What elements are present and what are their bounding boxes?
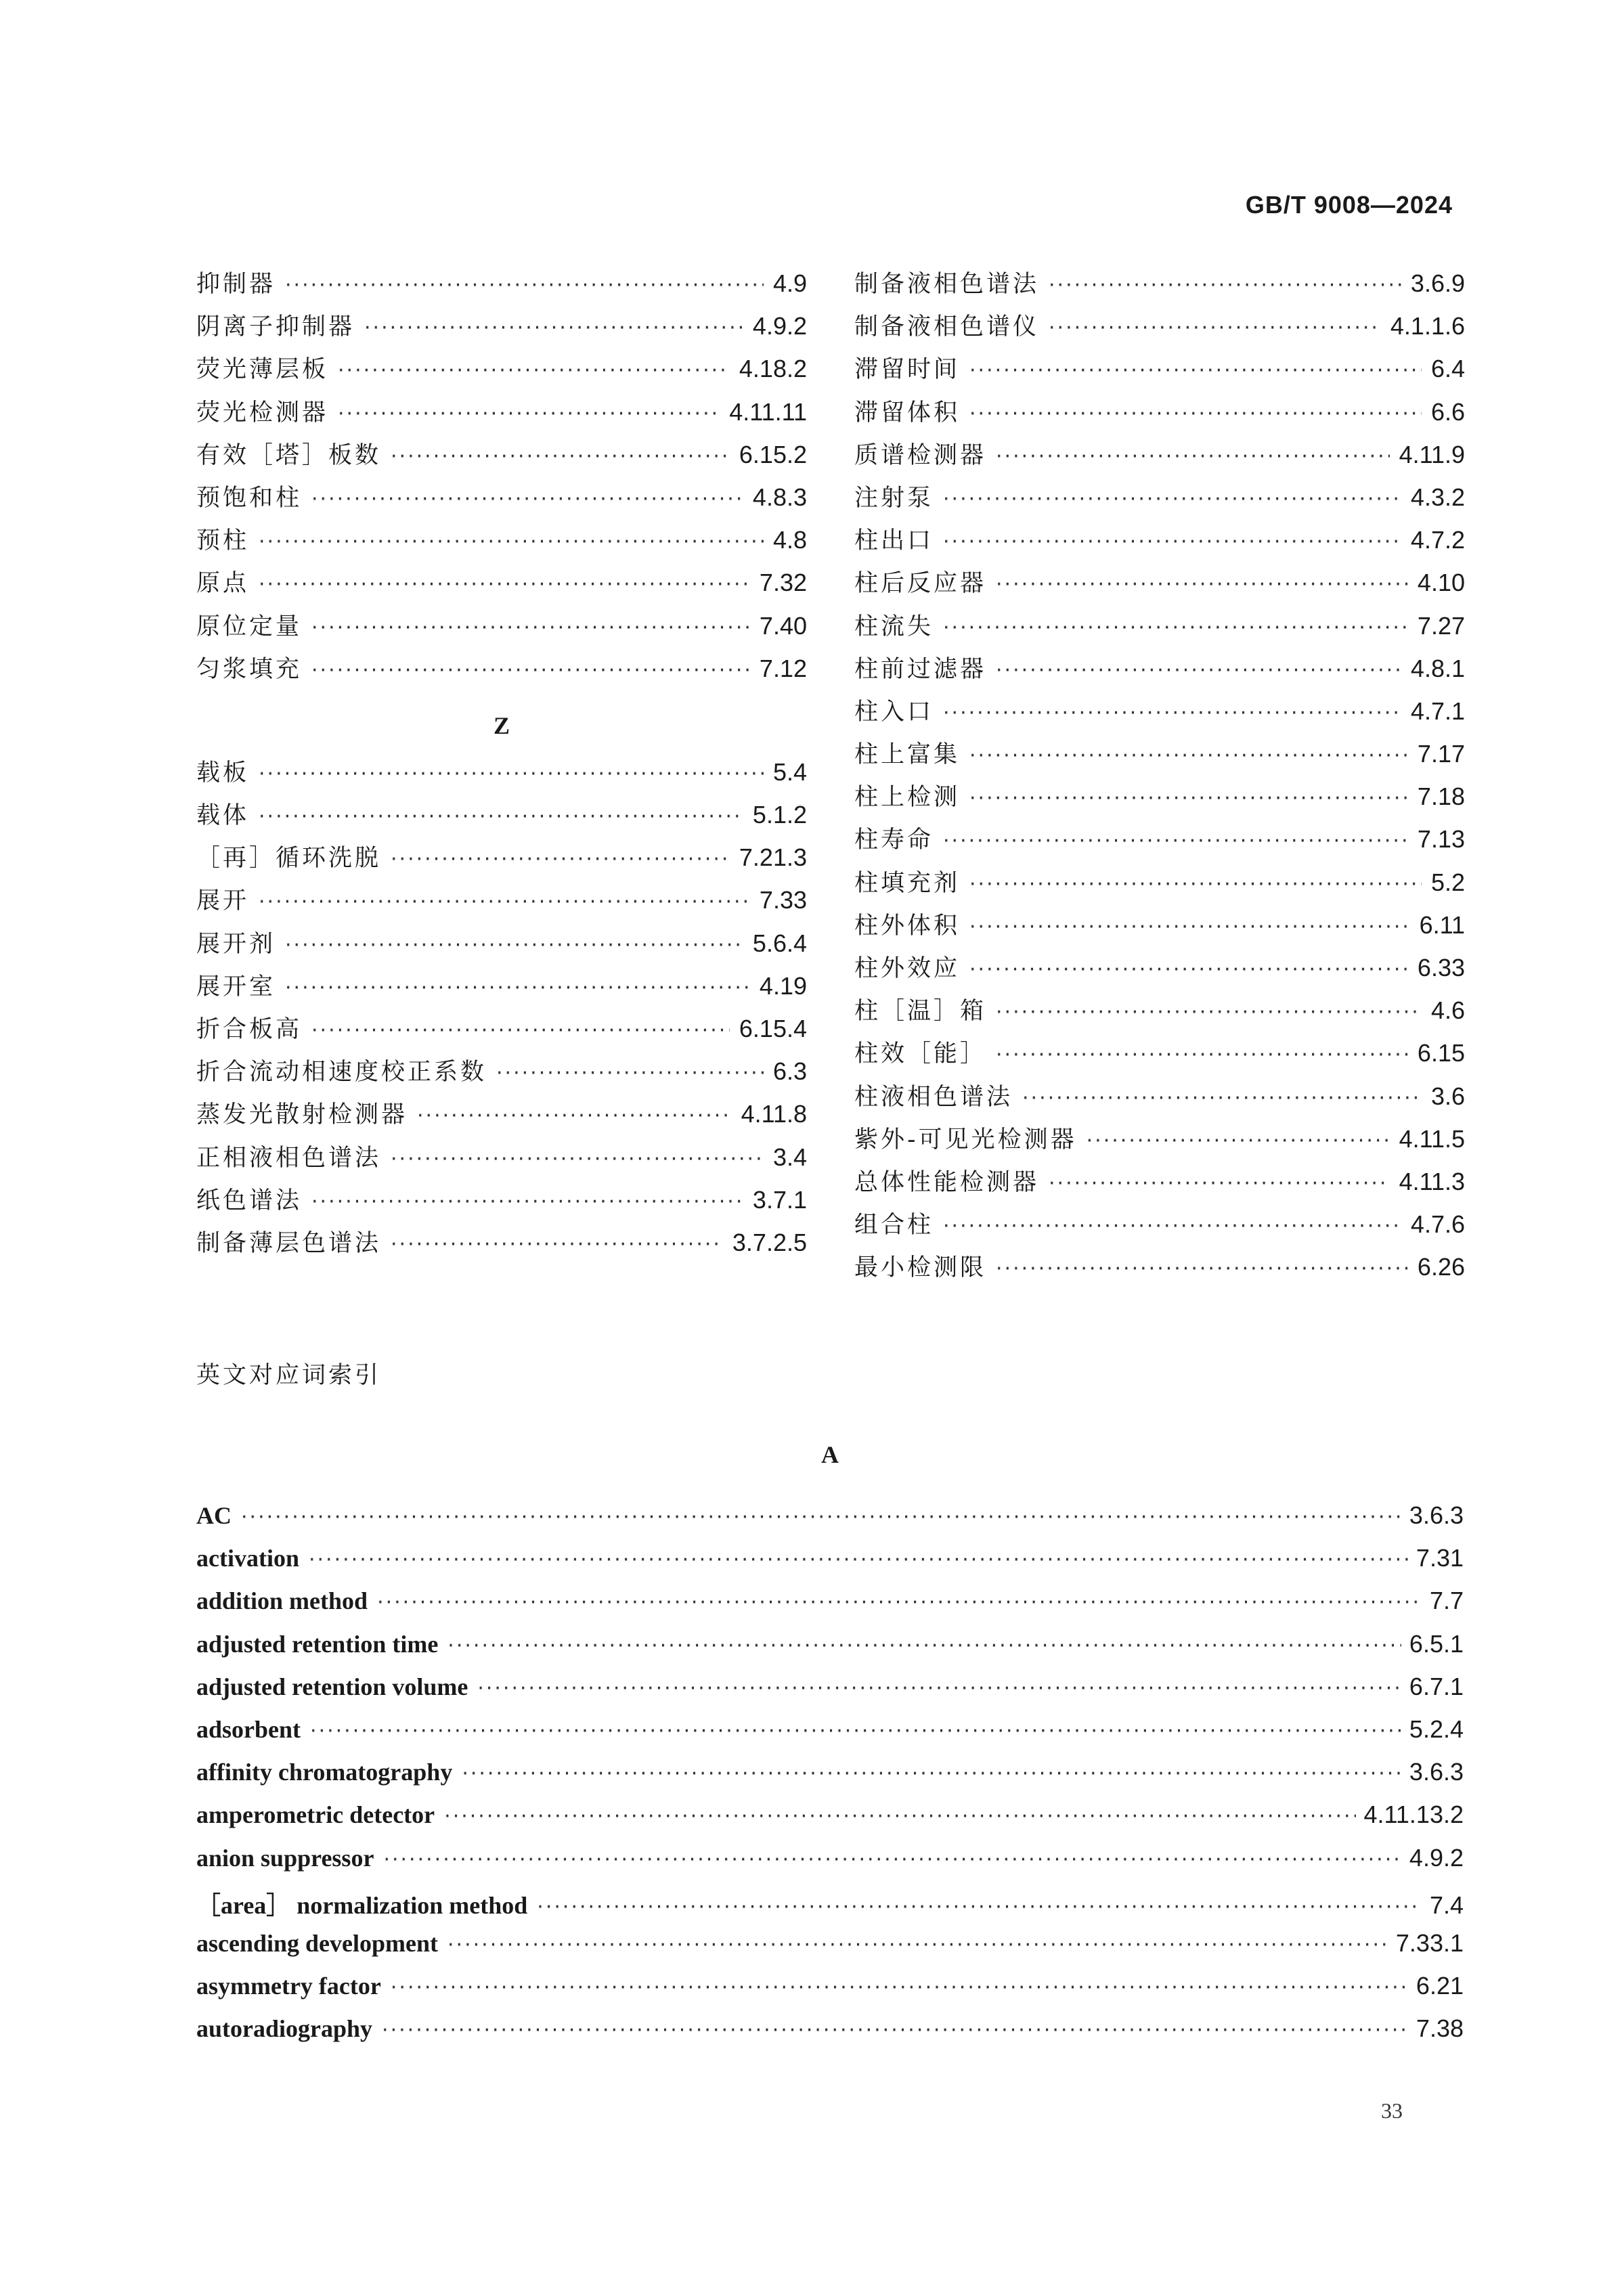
cn-index-entry <box>854 864 1465 907</box>
index-term: 柱出口 <box>854 527 934 555</box>
index-term: 柱流失 <box>854 613 934 640</box>
cn-index-entry <box>854 650 1465 693</box>
index-term: 柱外效应 <box>854 955 961 982</box>
dot-leader <box>969 744 1408 768</box>
cn-index-entry <box>854 1164 1465 1206</box>
index-term: adsorbent <box>196 1715 301 1743</box>
dot-leader <box>309 1548 1408 1572</box>
index-term: 柱液相色谱法 <box>854 1083 1013 1111</box>
index-term: 展开 <box>196 887 250 915</box>
index-ref-number: 7.33 <box>759 886 807 914</box>
index-term: 匀浆填充 <box>196 655 303 683</box>
dot-leader <box>996 445 1390 468</box>
en-index-entry <box>196 1587 1464 1629</box>
dot-leader <box>496 1061 764 1085</box>
cn-index-entry <box>854 1035 1465 1078</box>
index-term: 制备液相色谱法 <box>854 271 1040 298</box>
index-ref-number: 4.7.1 <box>1410 697 1465 725</box>
index-ref-number: 5.2.4 <box>1409 1715 1464 1743</box>
en-index-entry <box>196 1715 1464 1758</box>
cn-index-entry <box>854 1249 1465 1292</box>
dot-leader <box>285 273 764 297</box>
dot-leader <box>391 1147 764 1171</box>
index-ref-number: 4.7.2 <box>1410 526 1465 554</box>
index-term: 制备薄层色谱法 <box>196 1229 382 1257</box>
dot-leader <box>417 1104 732 1128</box>
index-ref-number: 6.15 <box>1417 1039 1465 1067</box>
index-ref-number: 4.9 <box>772 269 807 297</box>
en-index-title: 英文对应词索引 <box>196 1362 382 1389</box>
index-term: anion suppressor <box>196 1844 374 1872</box>
index-term: 折合流动相速度校正系数 <box>196 1059 487 1086</box>
dot-leader <box>943 530 1401 554</box>
en-section-letter-a: A <box>821 1441 839 1468</box>
index-ref-number: 6.3 <box>772 1057 807 1086</box>
index-term: 滞留体积 <box>854 399 961 426</box>
index-term: 质谱检测器 <box>854 441 987 469</box>
cn-index-entry <box>196 1011 807 1053</box>
en-index-entry <box>196 1886 1464 1929</box>
index-ref-number: 3.6.3 <box>1409 1758 1464 1786</box>
index-term: 有效［塔］板数 <box>196 441 382 469</box>
cn-index-entry <box>854 950 1465 992</box>
index-ref-number: 4.11.3 <box>1399 1167 1465 1195</box>
dot-leader <box>1049 273 1401 297</box>
index-ref-number: 6.11 <box>1419 910 1465 939</box>
index-term: 柱效［能］ <box>854 1040 987 1068</box>
en-index-entry <box>196 1972 1464 2014</box>
index-ref-number: 7.33.1 <box>1395 1928 1464 1957</box>
cn-index-left-top-list <box>196 265 807 693</box>
dot-leader <box>311 1019 730 1042</box>
dot-leader <box>444 1805 1355 1828</box>
index-ref-number: 6.33 <box>1417 954 1465 981</box>
index-ref-number: 6.7.1 <box>1409 1672 1464 1700</box>
index-term: ［再］循环洗脱 <box>196 845 382 873</box>
dot-leader <box>285 976 750 1000</box>
dot-leader <box>477 1677 1401 1700</box>
index-term: addition method <box>196 1587 368 1615</box>
dot-leader <box>969 359 1422 382</box>
index-ref-number: 4.8.3 <box>752 483 807 511</box>
index-term: 柱［温］箱 <box>854 998 987 1025</box>
dot-leader <box>447 1933 1388 1957</box>
dot-leader <box>285 933 743 957</box>
cn-index-entry <box>854 522 1465 565</box>
dot-leader <box>996 1257 1408 1281</box>
cn-index-entry <box>196 1139 807 1182</box>
index-ref-number: 3.4 <box>772 1143 807 1171</box>
index-term: autoradiography <box>196 2015 373 2043</box>
dot-leader <box>996 1043 1408 1067</box>
index-ref-number: 4.8.1 <box>1410 654 1465 682</box>
cn-index-left-bottom-list <box>196 754 807 1267</box>
cn-index-entry <box>854 608 1465 650</box>
cn-index-entry <box>196 882 807 925</box>
cn-index-entry <box>196 522 807 565</box>
cn-index-entry <box>854 351 1465 393</box>
index-ref-number: 4.9.2 <box>752 312 807 340</box>
cn-index-right-column <box>854 265 1465 1292</box>
cn-index-entry <box>196 839 807 882</box>
index-term: 制备液相色谱仪 <box>854 313 1040 341</box>
standard-code: GB/T 9008—2024 <box>1245 191 1453 219</box>
cn-index-entry <box>196 565 807 607</box>
index-term: 展开室 <box>196 973 276 1000</box>
dot-leader <box>462 1762 1401 1786</box>
cn-index-entry <box>854 479 1465 522</box>
en-index-entry <box>196 1929 1464 1972</box>
cn-index-entry <box>854 736 1465 778</box>
cn-index-entry <box>196 1053 807 1096</box>
index-ref-number: 4.11.13.2 <box>1363 1801 1464 1829</box>
cn-index-entry <box>854 693 1465 736</box>
en-index-entry <box>196 2014 1464 2057</box>
dot-leader <box>537 1895 1422 1919</box>
dot-leader <box>969 915 1410 939</box>
page-number: 33 <box>1381 2098 1403 2123</box>
index-term: 紫外-可见光检测器 <box>854 1126 1077 1153</box>
index-term: 蒸发光散射检测器 <box>196 1101 408 1129</box>
index-ref-number: 3.6 <box>1430 1082 1465 1110</box>
dot-leader <box>391 847 730 871</box>
index-term: 展开剂 <box>196 930 276 958</box>
cn-index-entry <box>854 1078 1465 1121</box>
cn-index-entry <box>854 308 1465 351</box>
dot-leader <box>311 487 743 511</box>
cn-index-entry <box>854 1206 1465 1249</box>
en-index-entry <box>196 1630 1464 1673</box>
index-term: 抑制器 <box>196 271 276 298</box>
cn-index-entry <box>196 308 807 351</box>
index-ref-number: 4.9.2 <box>1409 1843 1464 1872</box>
dot-leader <box>364 316 743 340</box>
index-term: 柱前过滤器 <box>854 655 987 683</box>
index-term: 组合柱 <box>854 1212 934 1239</box>
index-ref-number: 7.40 <box>759 611 807 640</box>
index-ref-number: 6.6 <box>1430 397 1465 426</box>
index-ref-number: 5.2 <box>1430 868 1465 896</box>
cn-index-entry <box>196 608 807 650</box>
index-term: ascending development <box>196 1929 439 1957</box>
index-term: 柱后反应器 <box>854 570 987 598</box>
en-index-list <box>196 1501 1464 2057</box>
index-ref-number: 3.7.1 <box>752 1185 807 1214</box>
en-index-entry <box>196 1758 1464 1801</box>
cn-index-entry <box>196 797 807 839</box>
index-term: amperometric detector <box>196 1801 435 1829</box>
dot-leader <box>311 1190 743 1214</box>
index-ref-number: 7.12 <box>759 654 807 682</box>
dot-leader <box>338 402 720 426</box>
index-ref-number: 3.7.2.5 <box>732 1228 807 1256</box>
index-term: asymmetry factor <box>196 1972 381 2000</box>
cn-section-letter-z: Z <box>493 711 510 739</box>
cn-index-entry <box>196 437 807 479</box>
dot-leader <box>391 445 730 468</box>
index-term: 荧光检测器 <box>196 399 329 426</box>
cn-index-entry <box>854 1121 1465 1164</box>
index-term: 滞留时间 <box>854 356 961 384</box>
cn-index-entry <box>854 394 1465 437</box>
dot-leader <box>1022 1086 1422 1110</box>
index-ref-number: 4.11.11 <box>729 397 807 426</box>
cn-index-entry <box>196 1182 807 1224</box>
index-ref-number: 7.31 <box>1416 1544 1464 1572</box>
cn-index-entry <box>196 1224 807 1267</box>
index-ref-number: 5.6.4 <box>752 929 807 957</box>
dot-leader <box>338 359 730 382</box>
cn-index-entry <box>196 968 807 1011</box>
index-ref-number: 4.19 <box>759 971 807 1000</box>
dot-leader <box>311 659 750 682</box>
dot-leader <box>259 890 750 914</box>
dot-leader <box>311 616 750 640</box>
index-term: 柱上富集 <box>854 741 961 769</box>
dot-leader <box>996 659 1401 682</box>
cn-index-entry <box>196 479 807 522</box>
cn-index-entry <box>196 925 807 968</box>
index-ref-number: 4.1.1.6 <box>1390 312 1465 340</box>
index-ref-number: 6.15.2 <box>739 440 807 468</box>
dot-leader <box>969 958 1408 981</box>
index-term: 柱上检测 <box>854 784 961 812</box>
index-term: 柱入口 <box>854 698 934 726</box>
index-ref-number: 7.38 <box>1416 2014 1464 2043</box>
cn-index-entry <box>854 992 1465 1035</box>
index-term: 载体 <box>196 802 250 830</box>
en-index-entry <box>196 1501 1464 1544</box>
dot-leader <box>259 805 743 829</box>
dot-leader <box>382 2018 1408 2042</box>
index-term: 预柱 <box>196 527 250 555</box>
index-ref-number: 6.26 <box>1417 1253 1465 1281</box>
dot-leader <box>383 1848 1401 1872</box>
index-term: 纸色谱法 <box>196 1187 303 1214</box>
dot-leader <box>969 873 1422 896</box>
dot-leader <box>377 1591 1422 1614</box>
index-ref-number: 4.6 <box>1430 996 1465 1025</box>
index-ref-number: 7.18 <box>1417 782 1465 811</box>
dot-leader <box>969 402 1422 426</box>
index-ref-number: 3.6.3 <box>1409 1501 1464 1529</box>
dot-leader <box>447 1634 1401 1658</box>
index-ref-number: 4.10 <box>1417 569 1465 597</box>
cn-index-entry <box>854 778 1465 821</box>
dot-leader <box>1049 1172 1390 1195</box>
dot-leader <box>310 1719 1401 1743</box>
index-term: 预饱和柱 <box>196 484 303 512</box>
dot-leader <box>943 701 1401 725</box>
cn-index-right-list <box>854 265 1465 1292</box>
index-ref-number: 4.8 <box>772 526 807 554</box>
index-ref-number: 4.11.9 <box>1399 440 1465 468</box>
index-term: 荧光薄层板 <box>196 356 329 384</box>
dot-leader <box>996 573 1408 596</box>
cn-index-entry <box>196 1096 807 1139</box>
cn-index-entry <box>196 394 807 437</box>
index-ref-number: 4.18.2 <box>739 355 807 383</box>
en-index-entry <box>196 1801 1464 1843</box>
index-ref-number: 7.27 <box>1417 611 1465 640</box>
en-index-entry <box>196 1673 1464 1715</box>
cn-index-entry <box>854 565 1465 607</box>
cn-index-entry <box>854 821 1465 864</box>
cn-index-entry <box>196 351 807 393</box>
index-ref-number: 4.3.2 <box>1410 483 1465 511</box>
cn-index-entry <box>854 265 1465 308</box>
dot-leader <box>1087 1129 1390 1153</box>
en-index-entry <box>196 1844 1464 1886</box>
index-term: 最小检测限 <box>854 1254 987 1282</box>
index-ref-number: 4.7.6 <box>1410 1210 1465 1239</box>
index-term: activation <box>196 1545 299 1572</box>
index-term: 柱寿命 <box>854 826 934 854</box>
dot-leader <box>996 1000 1422 1024</box>
index-ref-number: 7.21.3 <box>739 843 807 872</box>
dot-leader <box>943 616 1408 640</box>
index-term: 柱填充剂 <box>854 869 961 897</box>
dot-leader <box>943 487 1401 511</box>
cn-index-entry <box>196 650 807 693</box>
index-ref-number: 6.21 <box>1416 1972 1464 2000</box>
index-ref-number: 5.1.2 <box>752 801 807 829</box>
cn-index-entry <box>854 437 1465 479</box>
index-term: ［area］ normalization method <box>196 1891 528 1919</box>
index-ref-number: 6.15.4 <box>739 1015 807 1042</box>
index-ref-number: 3.6.9 <box>1410 269 1465 297</box>
index-ref-number: 6.4 <box>1430 355 1465 383</box>
dot-leader <box>259 530 764 554</box>
dot-leader <box>969 787 1408 810</box>
cn-index-entry <box>196 754 807 797</box>
index-ref-number: 7.13 <box>1417 825 1465 854</box>
dot-leader <box>943 1214 1401 1238</box>
dot-leader <box>391 1233 723 1256</box>
index-ref-number: 5.4 <box>772 757 807 786</box>
index-ref-number: 6.5.1 <box>1409 1629 1464 1658</box>
index-term: 原点 <box>196 570 250 598</box>
cn-index-entry <box>854 907 1465 950</box>
index-term: adjusted retention time <box>196 1630 439 1658</box>
dot-leader <box>259 573 750 596</box>
index-term: 原位定量 <box>196 613 303 640</box>
dot-leader <box>1049 316 1381 340</box>
en-index-entry <box>196 1544 1464 1587</box>
index-ref-number: 4.11.5 <box>1399 1124 1465 1153</box>
dot-leader <box>241 1505 1401 1529</box>
index-term: AC <box>196 1502 232 1529</box>
index-ref-number: 7.32 <box>759 569 807 597</box>
index-term: 载板 <box>196 759 250 787</box>
index-term: 注射泵 <box>854 484 934 512</box>
cn-index-entry <box>196 265 807 308</box>
dot-leader <box>391 1976 1408 2000</box>
index-term: 阴离子抑制器 <box>196 313 355 341</box>
index-term: 正相液相色谱法 <box>196 1144 382 1172</box>
cn-index-left-column <box>196 265 807 1267</box>
index-term: 总体性能检测器 <box>854 1168 1040 1196</box>
index-term: affinity chromatography <box>196 1759 453 1786</box>
index-ref-number: 7.4 <box>1429 1891 1464 1919</box>
dot-leader <box>943 829 1408 853</box>
index-term: adjusted retention volume <box>196 1673 468 1700</box>
index-ref-number: 4.11.8 <box>741 1100 807 1128</box>
index-term: 折合板高 <box>196 1016 303 1043</box>
index-term: 柱外体积 <box>854 912 961 940</box>
index-ref-number: 7.7 <box>1429 1587 1464 1615</box>
dot-leader <box>259 762 764 786</box>
index-ref-number: 7.17 <box>1417 740 1465 768</box>
